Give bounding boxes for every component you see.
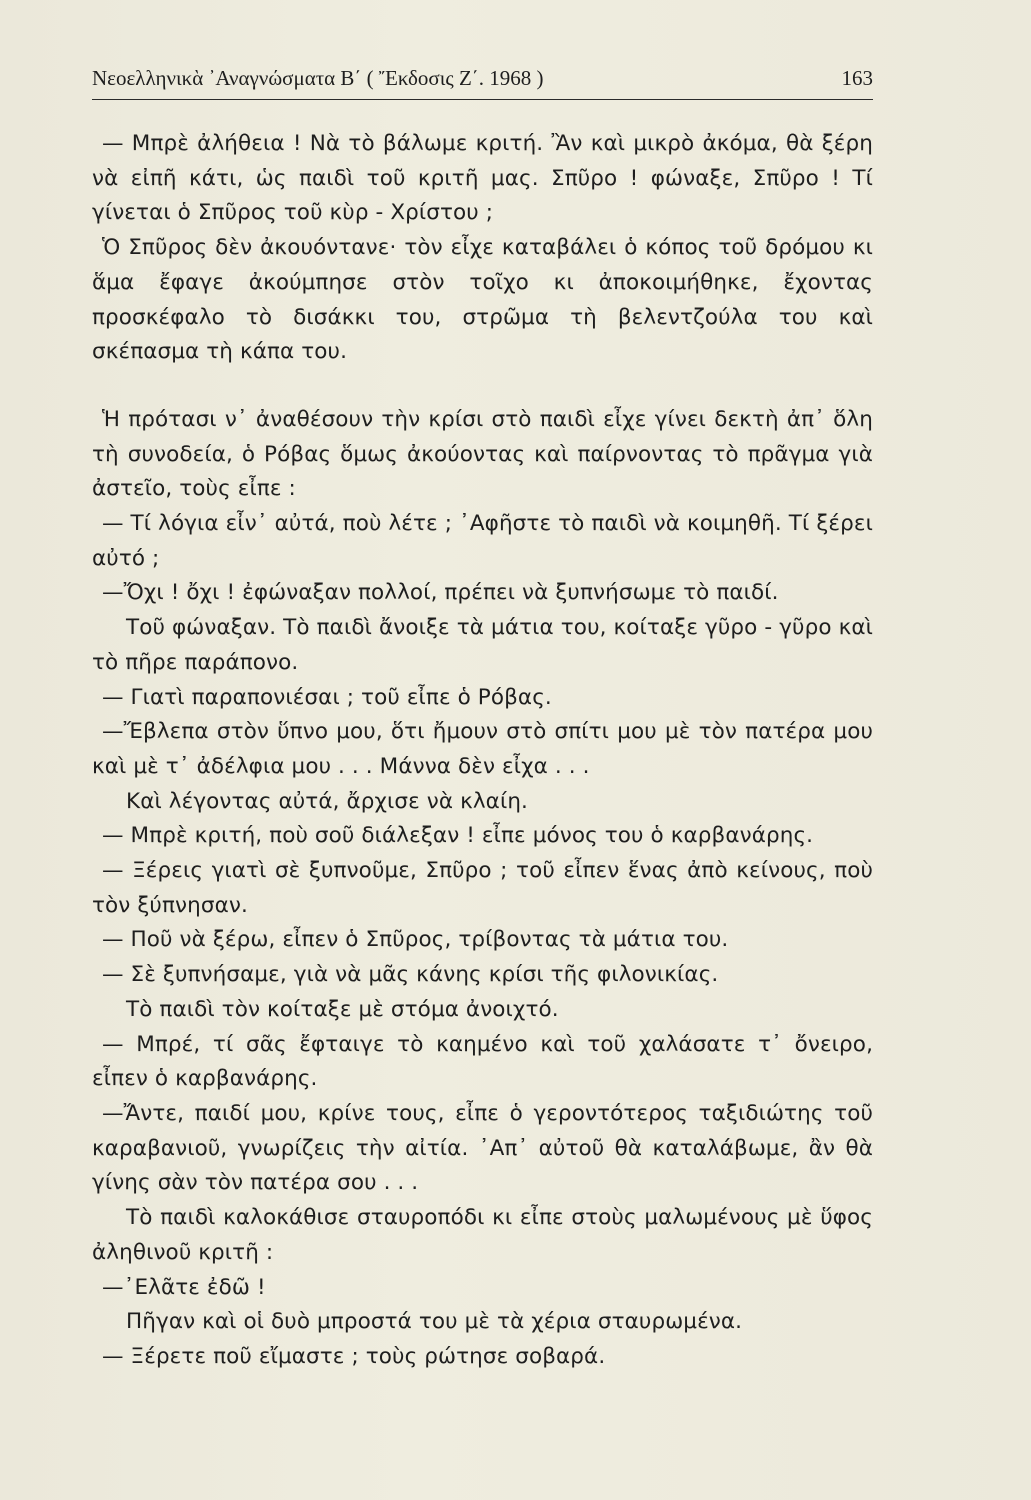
page-number: 163 bbox=[841, 66, 873, 90]
header-rule bbox=[92, 99, 873, 100]
paragraph: Τὸ παιδὶ καλοκάθισε σταυροπόδι κι εἶπε στοὺς μαλωμένους μὲ ὕφος ἀληθινοῦ κριτῆ : bbox=[92, 1205, 873, 1265]
paragraph: — Ξέρεις γιατὶ σὲ ξυπνοῦμε, Σπῦρο ; τοῦ εἶπεν ἕνας ἀπὸ κείνους, ποὺ τὸν ξύπνησαν. bbox=[92, 858, 873, 918]
paragraph: — Μπρὲ ἀλήθεια ! Νὰ τὸ βάλωμε κριτή. Ἂν καὶ μικρὸ ἀκόμα, θὰ ξέρη νὰ εἰπῆ κάτι, ὡς παιδὶ τοῦ κριτῆ μας. Σπῦρο ! φώναξε, Σπῦρο ! Τί γίνεται ὁ Σπῦρος τοῦ κὺρ - Χρίστου ; bbox=[92, 131, 873, 226]
paragraph: —Ἔβλεπα στὸν ὕπνο μου, ὅτι ἤμουν στὸ σπίτι μου μὲ τὸν πατέρα μου καὶ μὲ τ᾽ ἀδέλφια μου . . . Μάννα δὲν εἶχα . . . bbox=[92, 719, 873, 779]
paragraph: — Μπρέ, τί σᾶς ἔφταιγε τὸ καημένο καὶ τοῦ χαλάσατε τ᾽ ὄνειρο, εἶπεν ὁ καρβανάρης. bbox=[92, 1031, 873, 1092]
paragraph: Τὸ παιδὶ τὸν κοίταξε μὲ στόμα ἀνοιχτό. bbox=[126, 996, 559, 1022]
paragraph: — Ξέρετε ποῦ εἴμαστε ; τοὺς ρώτησε σοβαρά. bbox=[102, 1343, 606, 1369]
paragraph: —᾽Ελᾶτε ἐδῶ ! bbox=[102, 1274, 266, 1300]
running-header bbox=[92, 66, 873, 98]
paragraph: Πῆγαν καὶ οἱ δυὸ μπροστά του μὲ τὰ χέρια σταυρωμένα. bbox=[126, 1309, 743, 1335]
book-title: Νεοελληνικὰ ᾽Αναγνώσματα Β΄ ( Ἔκδοσις Ζ΄. 1968 ) bbox=[92, 66, 544, 90]
paragraph: —Ἄντε, παιδί μου, κρίνε τους, εἶπε ὁ γεροντότερος ταξιδιώτης τοῦ καραβανιοῦ, γνωρίζεις τὴν αἰτία. ᾽Απ᾽ αὐτοῦ θὰ καταλάβωμε, ἂν θὰ γίνης σὰν τὸν πατέρα σου . . . bbox=[92, 1100, 873, 1196]
paragraph: Ὁ Σπῦρος δὲν ἀκουόντανε· τὸν εἶχε καταβάλει ὁ κόπος τοῦ δρόμου κι ἅμα ἔφαγε ἀκούμπησε στὸν τοῖχο κι ἀποκοιμήθηκε, ἔχοντας προσκέφαλο τὸ δισάκκι του, στρῶμα τὴ βελεντζούλα του καὶ σκέπασμα τὴ κάπα του. bbox=[92, 235, 873, 365]
paragraph: — Σὲ ξυπνήσαμε, γιὰ νὰ μᾶς κάνης κρίσι τῆς φιλονικίας. bbox=[102, 962, 719, 988]
paragraph: Ἡ πρότασι ν᾽ ἀναθέσουν τὴν κρίσι στὸ παιδὶ εἶχε γίνει δεκτὴ ἀπ᾽ ὅλη τὴ συνοδεία, ὁ Ρόβας ὅμως ἀκούοντας καὶ παίρνοντας τὸ πρᾶγμα γιὰ ἀστεῖο, τοὺς εἶπε : bbox=[92, 406, 873, 502]
paragraph: —Ὄχι ! ὄχι ! ἐφώναξαν πολλοί, πρέπει νὰ ξυπνήσωμε τὸ παιδί. bbox=[102, 580, 779, 606]
paragraph: Καὶ λέγοντας αὐτά, ἄρχισε νὰ κλαίη. bbox=[126, 788, 528, 814]
paragraph: — Μπρὲ κριτή, ποὺ σοῦ διάλεξαν ! εἶπε μόνος του ὁ καρβανάρης. bbox=[102, 823, 814, 849]
paragraph: — Τί λόγια εἶν᾽ αὐτά, ποὺ λέτε ; ᾽Αφῆστε τὸ παιδὶ νὰ κοιμηθῆ. Τί ξέρει αὐτό ; bbox=[92, 511, 873, 571]
body-text bbox=[92, 127, 873, 1375]
paragraph: — Ποῦ νὰ ξέρω, εἶπεν ὁ Σπῦρος, τρίβοντας τὰ μάτια του. bbox=[102, 927, 729, 953]
paragraph: Τοῦ φώναξαν. Τὸ παιδὶ ἄνοιξε τὰ μάτια του, κοίταξε γῦρο - γῦρο καὶ τὸ πῆρε παράπονο. bbox=[92, 615, 873, 675]
paragraph: — Γιατὶ παραπονιέσαι ; τοῦ εἶπε ὁ Ρόβας. bbox=[102, 684, 552, 710]
